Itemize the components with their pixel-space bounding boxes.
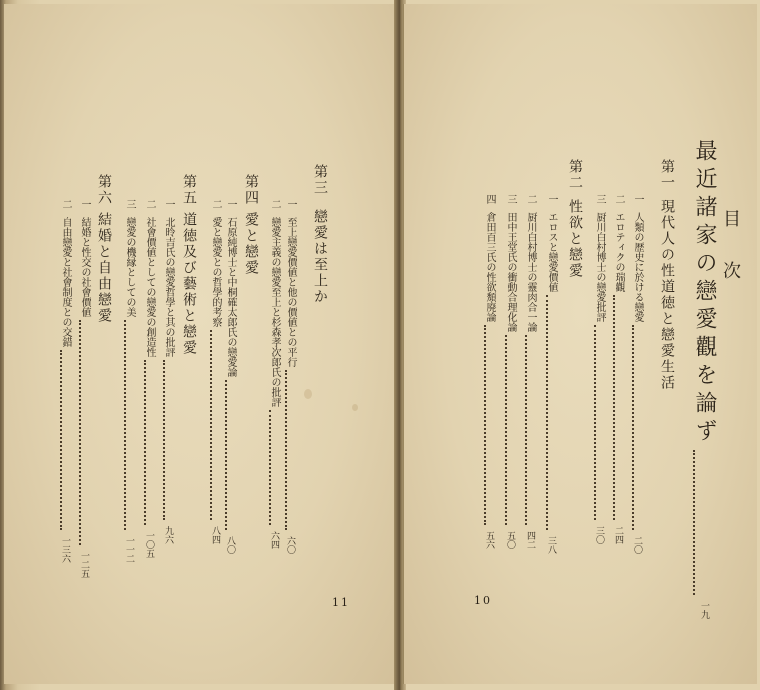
paper-stain (352, 404, 358, 411)
leader-dots (163, 360, 165, 520)
leader-dots (144, 360, 146, 525)
entry-page: 五六 (484, 531, 494, 549)
toc-entry (523, 194, 538, 549)
leader-dots (79, 320, 81, 545)
entry-page: 八〇 (225, 536, 235, 554)
entry-text: 厨川白村博士の靈肉合一論 (525, 212, 536, 332)
section-label: 第四 (243, 174, 259, 206)
entry-page: 五〇 (505, 531, 515, 549)
section-label: 第三 (312, 164, 328, 196)
entry-text: 戀愛主義の戀愛至上と杉森孝次郎氏の批評 (269, 217, 280, 407)
page-folio: 11 (332, 596, 350, 609)
leader-dots (124, 320, 126, 530)
entry-text: エロティクの瑞觀 (613, 212, 624, 292)
toc-heading: 目 次 (720, 209, 741, 287)
leader-dots (525, 335, 527, 525)
entry-text: 結婚と性交の社會價値 (79, 217, 90, 317)
section-title: 結婚と自由戀愛 (96, 212, 112, 324)
toc-entry (208, 199, 223, 544)
leader-dots (285, 370, 287, 530)
leader-dots (613, 295, 615, 520)
leader-dots (505, 335, 507, 525)
entry-number: 一 (163, 199, 174, 209)
toc-entry (267, 199, 282, 549)
toc-entry (482, 194, 497, 549)
entry-number: 一 (79, 199, 90, 209)
section-title: 道徳及び藝術と戀愛 (181, 212, 197, 356)
entry-text: 愛と戀愛との哲學的考察 (210, 217, 221, 327)
leader-dots (225, 380, 227, 530)
paper-stain (304, 389, 312, 399)
entry-number: 二 (60, 199, 71, 209)
entry-page: 三〇 (594, 526, 604, 544)
entry-number: 一 (225, 199, 236, 209)
left-page (4, 4, 397, 684)
entry-number: 四 (484, 194, 495, 204)
entry-number: 二 (269, 199, 280, 209)
section-title: 愛と戀愛 (243, 212, 259, 276)
entry-number: 二 (210, 199, 221, 209)
entry-text: 倉田百三氏の性欲頽廃論 (484, 212, 495, 322)
entry-number: 二 (144, 199, 155, 209)
toc-entry (58, 199, 73, 563)
entry-number: 三 (124, 199, 135, 209)
leader-dots (269, 410, 271, 525)
entry-page: 六四 (269, 531, 279, 549)
entry-page: 一二五 (79, 551, 89, 578)
entry-page: 九六 (163, 526, 173, 544)
entry-number: 三 (594, 194, 605, 204)
entry-text: 石原純博士と中桐確太郎氏の戀愛論 (225, 217, 236, 377)
entry-number: 三 (505, 194, 516, 204)
entry-text: 北昤吉氏の戀愛哲學と其の批評 (163, 217, 174, 357)
section-label: 第二 (567, 159, 583, 191)
leader-dots (60, 350, 62, 530)
entry-page: 一一二 (124, 536, 134, 563)
leader-dots (693, 450, 695, 595)
toc-entry (544, 194, 559, 554)
book-title: 最近諸家の戀愛觀を論ず (692, 139, 717, 447)
entry-page: 二四 (613, 526, 623, 544)
entry-page: 一〇五 (144, 531, 154, 558)
book-title-entry (689, 139, 720, 619)
toc-entry (161, 199, 176, 544)
section-title: 戀愛は至上か (312, 209, 328, 305)
entry-text: 至上戀愛價値と他の價値との平行 (285, 217, 296, 367)
entry-number: 二 (525, 194, 536, 204)
section-title: 現代人の性道徳と戀愛生活 (659, 199, 675, 391)
entry-number: 一 (546, 194, 557, 204)
entry-number: 一 (285, 199, 296, 209)
entry-text: 社會價値としての戀愛の創造性 (144, 217, 155, 357)
entry-page: 三八 (546, 536, 556, 554)
right-page (403, 4, 757, 684)
entry-text: 人類の歴史に於ける戀愛 (632, 212, 643, 322)
toc-entry (503, 194, 518, 549)
section-label: 第六 (96, 174, 112, 206)
entry-text: 自由戀愛と社會制度との交錯 (60, 217, 71, 347)
section-title: 性欲と戀愛 (567, 199, 583, 279)
entry-text: 田中王堂氏の衝動合理化論 (505, 212, 516, 332)
toc-entry (611, 194, 626, 544)
leader-dots (210, 330, 212, 520)
entry-page: 四二 (525, 531, 535, 549)
section-label: 第五 (181, 174, 197, 206)
toc-entry (283, 199, 298, 554)
leader-dots (546, 295, 548, 530)
leader-dots (484, 325, 486, 525)
page-folio: 10 (474, 594, 492, 607)
toc-entry (630, 194, 645, 554)
section-label: 第一 (659, 159, 675, 191)
toc-entry (592, 194, 607, 544)
entry-text: エロスと戀愛價値 (546, 212, 557, 292)
entry-page: 一三六 (60, 536, 70, 563)
entry-page: 二〇 (632, 536, 642, 554)
entry-page: 八四 (210, 526, 220, 544)
toc-entry (223, 199, 238, 554)
entry-number: 二 (613, 194, 624, 204)
leader-dots (632, 325, 634, 530)
entry-text: 厨川白村博士の戀愛批評 (594, 212, 605, 322)
toc-entry (142, 199, 157, 558)
entry-page: 六〇 (285, 536, 295, 554)
entry-page: 一九 (699, 601, 709, 619)
leader-dots (594, 325, 596, 520)
toc-entry (77, 199, 92, 578)
toc-entry (122, 199, 137, 563)
entry-number: 一 (632, 194, 643, 204)
entry-text: 戀愛の機縁としての美 (124, 217, 135, 317)
